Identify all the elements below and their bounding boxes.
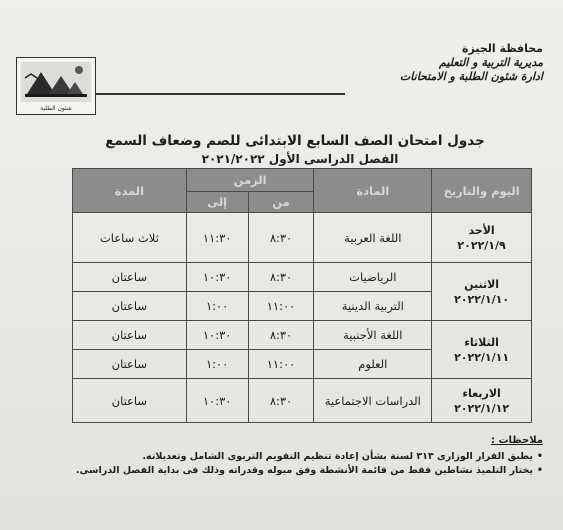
header-to: إلى: [186, 192, 248, 213]
exam-date: ٢٠٢٢/١/٩: [457, 238, 506, 252]
to-cell: ١:٠٠: [186, 292, 248, 321]
from-cell: ٨:٣٠: [248, 379, 314, 423]
header-divider: [95, 93, 345, 95]
day-date-cell: [432, 263, 532, 321]
note-item: [76, 450, 543, 464]
duration-cell: ثلاث ساعات: [73, 213, 187, 263]
subject-cell: اللغة العربية: [314, 213, 432, 263]
note-text: يطبق القرار الوزارى ٣١٣ لسنة بشأن إعادة تنظيم التقويم التربوى الشامل وتعديلاته.: [142, 451, 533, 462]
document-header: [400, 42, 543, 84]
from-cell: ١١:٠٠: [248, 292, 314, 321]
notes-heading: ملاحظات :: [490, 435, 543, 446]
subject-cell: التربية الدينية: [314, 292, 432, 321]
duration-cell: ساعتان: [73, 321, 187, 350]
duration-cell: ساعتان: [73, 292, 187, 321]
day-date-cell: [432, 213, 532, 263]
from-cell: ٨:٣٠: [248, 213, 314, 263]
header-from: من: [248, 192, 314, 213]
document-title: جدول امتحان الصف السابع الابتدائى للصم وضعاف السمع: [105, 133, 485, 149]
day-date-cell: [432, 379, 532, 423]
day-name: الأحد: [468, 223, 495, 237]
notes-section: [76, 434, 543, 478]
duration-cell: ساعتان: [73, 379, 187, 423]
exam-date: ٢٠٢٢/١/١١: [454, 350, 510, 364]
from-cell: ١١:٠٠: [248, 350, 314, 379]
bullet-icon: •: [536, 465, 543, 476]
from-cell: ٨:٣٠: [248, 263, 314, 292]
exam-schedule-table: [72, 168, 532, 423]
day-date-cell: [432, 321, 532, 379]
from-cell: ٨:٣٠: [248, 321, 314, 350]
header-duration: المدة: [73, 169, 187, 213]
duration-cell: ساعتان: [73, 263, 187, 292]
subject-cell: الرياضيات: [314, 263, 432, 292]
exam-date: ٢٠٢٢/١/١٠: [454, 292, 510, 306]
directorate-logo: [16, 57, 96, 115]
to-cell: ١٠:٣٠: [186, 379, 248, 423]
table-header-row: [73, 169, 532, 192]
day-name: الاثنين: [464, 277, 500, 291]
subject-cell: الدراسات الاجتماعية: [314, 379, 432, 423]
note-item: [76, 464, 543, 478]
day-name: الثلاثاء: [464, 335, 499, 349]
table-row: [73, 321, 532, 350]
table-row: [73, 263, 532, 292]
logo-caption: شئون الطلبة: [40, 105, 72, 112]
to-cell: ١٠:٣٠: [186, 263, 248, 292]
to-cell: ١١:٣٠: [186, 213, 248, 263]
header-subject: المادة: [314, 169, 432, 213]
header-day-date: اليوم والتاريخ: [432, 169, 532, 213]
to-cell: ١:٠٠: [186, 350, 248, 379]
department-name: ادارة شئون الطلبة و الامتحانات: [399, 70, 543, 83]
day-name: الاربعاء: [462, 386, 501, 400]
header-time: الزمن: [186, 169, 314, 192]
exam-date: ٢٠٢٢/١/١٢: [454, 401, 510, 415]
table-row: [73, 379, 532, 423]
governorate-name: محافظة الجيزة: [462, 42, 543, 55]
to-cell: ١٠:٣٠: [186, 321, 248, 350]
subject-cell: العلوم: [314, 350, 432, 379]
subject-cell: اللغة الأجنبية: [314, 321, 432, 350]
table-row: [73, 213, 532, 263]
bullet-icon: •: [536, 451, 543, 462]
duration-cell: ساعتان: [73, 350, 187, 379]
directorate-name: مديرية التربية و التعليم: [439, 56, 543, 69]
note-text: يختار التلميذ نشاطين فقط من قائمة الأنشطة وفق ميوله وقدراته وذلك فى بداية الفصل الدراسى.: [75, 465, 533, 476]
document-subtitle: الفصل الدراسى الأول ٢٠٢١/٢٠٢٢: [201, 152, 399, 166]
